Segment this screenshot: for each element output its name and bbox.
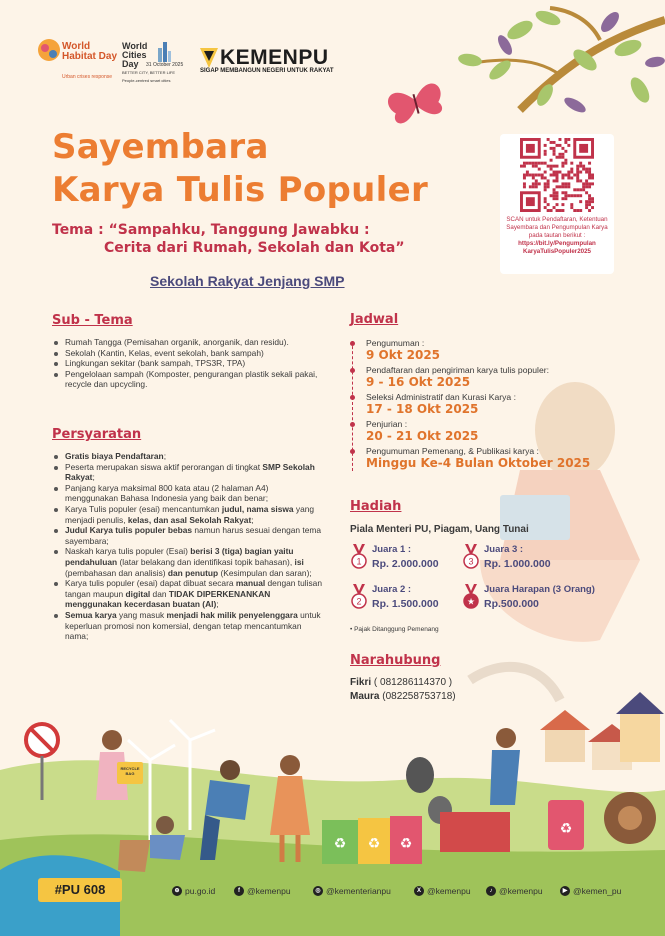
jadwal-item — [366, 446, 626, 470]
wcd-title: World Cities Day — [122, 41, 148, 69]
subtema-heading: Sub - Tema — [52, 313, 133, 328]
persyaratan-list — [52, 451, 322, 642]
qr-instructions: SCAN untuk Pendaftaran, Ketentuan Sayembara dan Pengumpulan Karya pada tautan berikut : — [506, 216, 608, 239]
x-icon: X — [414, 886, 424, 896]
jadwal-date: 20 - 21 Okt 2025 — [366, 429, 479, 443]
prize-label: Juara 2 : — [372, 584, 412, 595]
persyaratan-item: Panjang karya maksimal 800 kata atau (2 halaman A4) menggunakan Bahasa Indonesia yang baik dan benar; — [52, 483, 322, 504]
qr-code-icon[interactable] — [520, 138, 594, 212]
persyaratan-item: Semua karya yang masuk menjadi hak milik penyelenggara untuk keperluan promosi non komersial, dengan tetap mencantumkan nama; — [52, 610, 322, 642]
timeline-dot — [350, 449, 355, 454]
narahubung-heading: Narahubung — [350, 653, 441, 668]
svg-text:1: 1 — [356, 556, 362, 567]
svg-text:♻: ♻ — [367, 835, 381, 851]
subtema-item: Sekolah (Kantin, Kelas, event sekolah, bank sampah) — [52, 348, 322, 359]
prize-amount: Rp. 1.000.000 — [484, 558, 551, 570]
jadwal-item — [366, 392, 626, 416]
prize-amount: Rp.500.000 — [484, 598, 539, 610]
instagram-icon: ◎ — [313, 886, 323, 896]
globe-icon: ⊕ — [172, 886, 182, 896]
subtema-list — [52, 337, 322, 390]
whd-title: World Habitat Day — [62, 41, 118, 62]
social-handle: @kemenpu — [247, 886, 291, 896]
subtema-item: Lingkungan sekitar (bank sampah, TPS3R, TPA) — [52, 358, 322, 369]
jadwal-date: 9 Okt 2025 — [366, 348, 441, 362]
svg-text:♻: ♻ — [559, 820, 573, 836]
city-skyline-icon — [156, 42, 172, 62]
prize-label: Juara 1 : — [372, 544, 412, 555]
persyaratan-item: Judul Karya tulis populer bebas namun harus sesuai dengan tema sayembara; — [52, 525, 322, 546]
wcd-date: 31 October 2025 — [146, 62, 184, 68]
svg-text:★: ★ — [466, 596, 476, 607]
facebook-icon: f — [234, 886, 244, 896]
world-habitat-day-logo — [36, 36, 116, 84]
tiktok-icon: ♪ — [486, 886, 496, 896]
title-line-1: Sayembara — [52, 127, 269, 167]
timeline-dot — [350, 368, 355, 373]
hadiah-heading: Hadiah — [350, 499, 402, 514]
tax-note: • Pajak Ditanggung Pemenang — [350, 626, 439, 633]
timeline-dot — [350, 341, 355, 346]
timeline-dot — [350, 422, 355, 427]
jadwal-date: 17 - 18 Okt 2025 — [366, 402, 479, 416]
jadwal-item — [366, 365, 626, 389]
timeline-dot — [350, 395, 355, 400]
world-cities-day-logo — [122, 42, 192, 88]
persyaratan-item: Naskah karya tulis populer (Esai) berisi 3 (tiga) bagian yaitu pendahuluan (latar belakang dan identifikasi topik bahasan), isi (pembahasan dan analisis) dan penutup (Kesimpulan dan saran); — [52, 546, 322, 578]
kemenpu-tagline: SIGAP MEMBANGUN NEGERI UNTUK RAKYAT — [200, 68, 334, 74]
svg-text:3: 3 — [468, 556, 474, 567]
persyaratan-item: Karya Tulis populer (esai) mencantumkan judul, nama siswa yang menjadi penulis, kelas, dan asal Sekolah Rakyat; — [52, 504, 322, 525]
persyaratan-item: Karya tulis populer (esai) dapat dibuat secara manual dengan tulisan tangan maupun digital dan TIDAK DIPERKENANKAN menggunakan kecerdasan buatan (AI); — [52, 578, 322, 610]
school-level: Sekolah Rakyat Jenjang SMP — [150, 273, 345, 289]
social-handle: pu.go.id — [185, 886, 216, 896]
jadwal-label: Pendaftaran dan pengiriman karya tulis populer: — [366, 365, 549, 375]
svg-text:♻: ♻ — [399, 835, 413, 851]
social-handle: @kemen_pu — [573, 886, 622, 896]
social-link[interactable] — [234, 886, 291, 896]
jadwal-heading: Jadwal — [350, 312, 399, 327]
kemenpu-wordmark: KEMENPU — [220, 46, 329, 69]
medal-icon — [350, 544, 368, 570]
wcd-tagline: BETTER CITY, BETTER LIFE — [122, 70, 176, 75]
medal-icon — [462, 584, 480, 610]
medal-icon — [350, 584, 368, 610]
jadwal-date: Minggu Ke-4 Bulan Oktober 2025 — [366, 456, 591, 470]
jadwal-label: Pengumuman Pemenang, & Publikasi karya : — [366, 446, 539, 456]
prize-label: Juara Harapan (3 Orang) — [484, 584, 595, 595]
title-line-2: Karya Tulis Populer — [52, 170, 429, 210]
social-link[interactable] — [414, 886, 471, 896]
social-handle: @kemenpu — [499, 886, 543, 896]
medal-icon — [462, 544, 480, 570]
social-handle: @kementerianpu — [326, 886, 391, 896]
persyaratan-item: Peserta merupakan siswa aktif perorangan di tingkat SMP Sekolah Rakyat; — [52, 462, 322, 483]
contact-item: Maura (082258753718) — [350, 691, 456, 702]
prize-amount: Rp. 2.000.000 — [372, 558, 439, 570]
subtema-item: Rumah Tangga (Pemisahan organik, anorganik, dan residu). — [52, 337, 322, 348]
jadwal-date: 9 - 16 Okt 2025 — [366, 375, 471, 389]
recycle-bag-label: RECYCLE BAG — [120, 766, 140, 776]
kemenpu-logo — [200, 46, 370, 78]
persyaratan-heading: Persyaratan — [52, 427, 142, 442]
wcd-subtitle: People-centred smart cities — [122, 78, 171, 83]
jadwal-item — [366, 338, 626, 362]
svg-text:2: 2 — [356, 596, 362, 607]
social-link[interactable] — [486, 886, 543, 896]
whd-tagline: Urban crises response — [62, 74, 113, 80]
hadiah-subtitle: Piala Menteri PU, Piagam, Uang Tunai — [350, 524, 529, 535]
whd-emblem-icon — [36, 36, 62, 76]
youtube-icon: ▶ — [560, 886, 570, 896]
prize-amount: Rp. 1.500.000 — [372, 598, 439, 610]
social-link[interactable] — [172, 886, 215, 896]
jadwal-label: Pengumuman : — [366, 338, 425, 348]
pu-emblem-icon — [200, 48, 218, 68]
social-link[interactable] — [560, 886, 621, 896]
jadwal-item — [366, 419, 626, 443]
subtema-item: Pengelolaan sampah (Komposter, pengurangan plastik sekali pakai, recycle dan upcycling. — [52, 369, 322, 390]
contact-item: Fikri ( 081286114370 ) — [350, 677, 453, 688]
theme-line-2: Cerita dari Rumah, Sekolah dan Kota” — [104, 240, 405, 256]
registration-link[interactable]: https://bit.ly/Pengumpulan KaryaTulisPopuler2025 — [518, 240, 596, 255]
hashtag-badge: #PU 608 — [38, 878, 122, 902]
social-link[interactable] — [313, 886, 391, 896]
theme-line-1: Tema : “Sampahku, Tanggung Jawabku : — [52, 222, 370, 238]
prize-label: Juara 3 : — [484, 544, 524, 555]
jadwal-label: Penjurian : — [366, 419, 408, 429]
qr-card — [500, 134, 614, 274]
social-handle: @kemenpu — [427, 886, 471, 896]
svg-text:♻: ♻ — [333, 835, 347, 851]
butterfly — [386, 82, 446, 126]
jadwal-label: Seleksi Administratif dan Kurasi Karya : — [366, 392, 516, 402]
persyaratan-item: Gratis biaya Pendaftaran; — [52, 451, 322, 462]
